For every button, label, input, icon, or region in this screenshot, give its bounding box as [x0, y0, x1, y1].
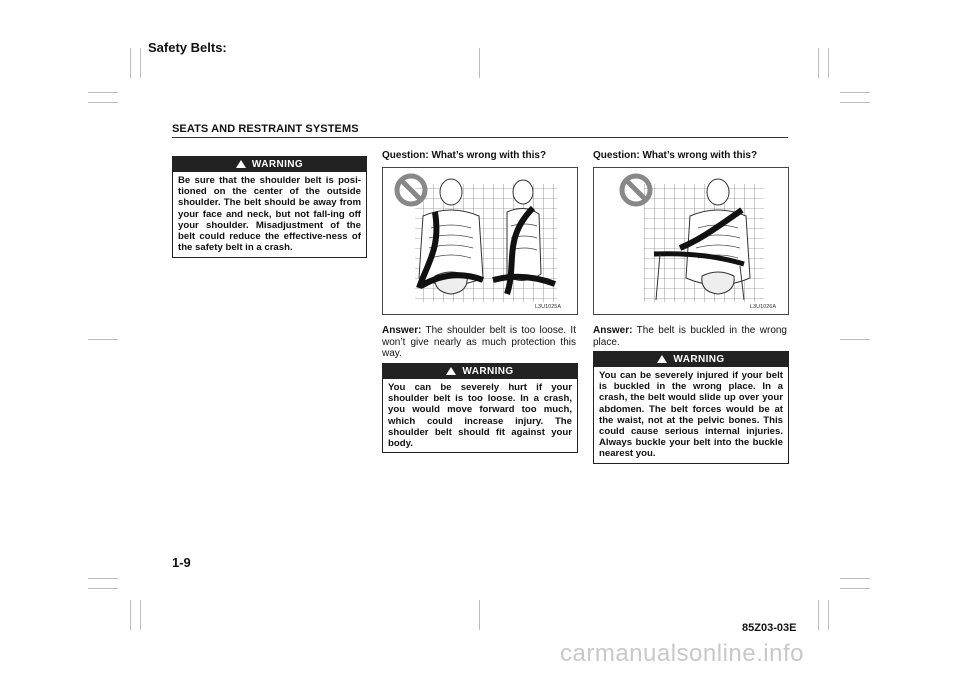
- warning-box-wrong-buckle: [593, 351, 789, 464]
- warning-header: [383, 364, 577, 379]
- section-title: SEATS AND RESTRAINT SYSTEMS: [172, 123, 359, 135]
- answer-wrong-buckle: [593, 325, 787, 348]
- crop-mark: [840, 578, 870, 579]
- crop-mark: [130, 48, 131, 78]
- crop-mark: [479, 48, 480, 78]
- crop-mark: [840, 102, 870, 103]
- header-rule: [172, 137, 788, 138]
- crop-mark: [88, 588, 118, 589]
- warning-label: WARNING: [673, 354, 725, 365]
- answer-text: The belt is buckled in the wrong place.: [593, 325, 787, 348]
- page-number: 1-9: [172, 555, 191, 570]
- figure-code: L3U1026A: [750, 304, 776, 310]
- crop-mark: [828, 600, 829, 630]
- figure-wrong-buckle: [593, 167, 789, 315]
- crop-mark: [479, 600, 480, 630]
- warning-label: WARNING: [462, 366, 514, 377]
- answer-label: Answer:: [593, 325, 633, 336]
- warning-triangle-icon: [657, 355, 667, 363]
- question-loose-belt: Question: What’s wrong with this?: [382, 150, 547, 161]
- crop-mark: [140, 48, 141, 78]
- crop-mark: [88, 339, 118, 340]
- crop-mark: [818, 600, 819, 630]
- figure-loose-belt-illustration: [383, 168, 577, 314]
- crop-mark: [88, 102, 118, 103]
- crop-mark: [840, 588, 870, 589]
- crop-mark: [840, 339, 870, 340]
- crop-mark: [828, 48, 829, 78]
- warning-text: You can be severely hurt if your shoulder belt is too loose. In a crash, you would move forward too much, which could increase injury. The shoulder belt should fit against your body.: [388, 382, 572, 450]
- crop-mark: [88, 92, 118, 93]
- answer-text: The shoulder belt is too loose. It won’t give nearly as much protection this way.: [382, 325, 576, 359]
- crop-mark: [130, 600, 131, 630]
- warning-box-belt-position: [172, 156, 367, 258]
- crop-mark: [140, 600, 141, 630]
- question-wrong-buckle: Question: What’s wrong with this?: [593, 150, 758, 161]
- page-header-title: Safety Belts:: [148, 40, 227, 55]
- figure-wrong-buckle-illustration: [594, 168, 788, 314]
- warning-header: [173, 157, 366, 172]
- answer-label: Answer:: [382, 325, 422, 336]
- figure-code: L3U1025A: [535, 304, 561, 310]
- warning-box-loose-belt: [382, 363, 578, 453]
- warning-triangle-icon: [446, 367, 456, 375]
- warning-text: Be sure that the shoulder belt is posi-tioned on the center of the outside shoulder. The belt should be away from your face and neck, but not fall-ing off your shoulder. Misadjustment of the belt could reduce the effective-ness of the safety belt in a crash.: [178, 175, 361, 254]
- warning-text: You can be severely injured if your belt is buckled in the wrong place. In a crash, the belt would slide up over your abdomen. The belt forces would be at the waist, not at the pelvic bones. This could cause serious internal injuries. Always buckle your belt into the buckle nearest you.: [599, 370, 783, 460]
- crop-mark: [840, 92, 870, 93]
- watermark: carmanualsonline.info: [560, 640, 804, 667]
- warning-header: [594, 352, 788, 367]
- crop-mark: [88, 578, 118, 579]
- figure-loose-belt: [382, 167, 578, 315]
- warning-triangle-icon: [236, 160, 246, 168]
- answer-loose-belt: [382, 325, 576, 360]
- warning-label: WARNING: [251, 159, 304, 170]
- document-code: 85Z03-03E: [742, 622, 797, 634]
- crop-mark: [818, 48, 819, 78]
